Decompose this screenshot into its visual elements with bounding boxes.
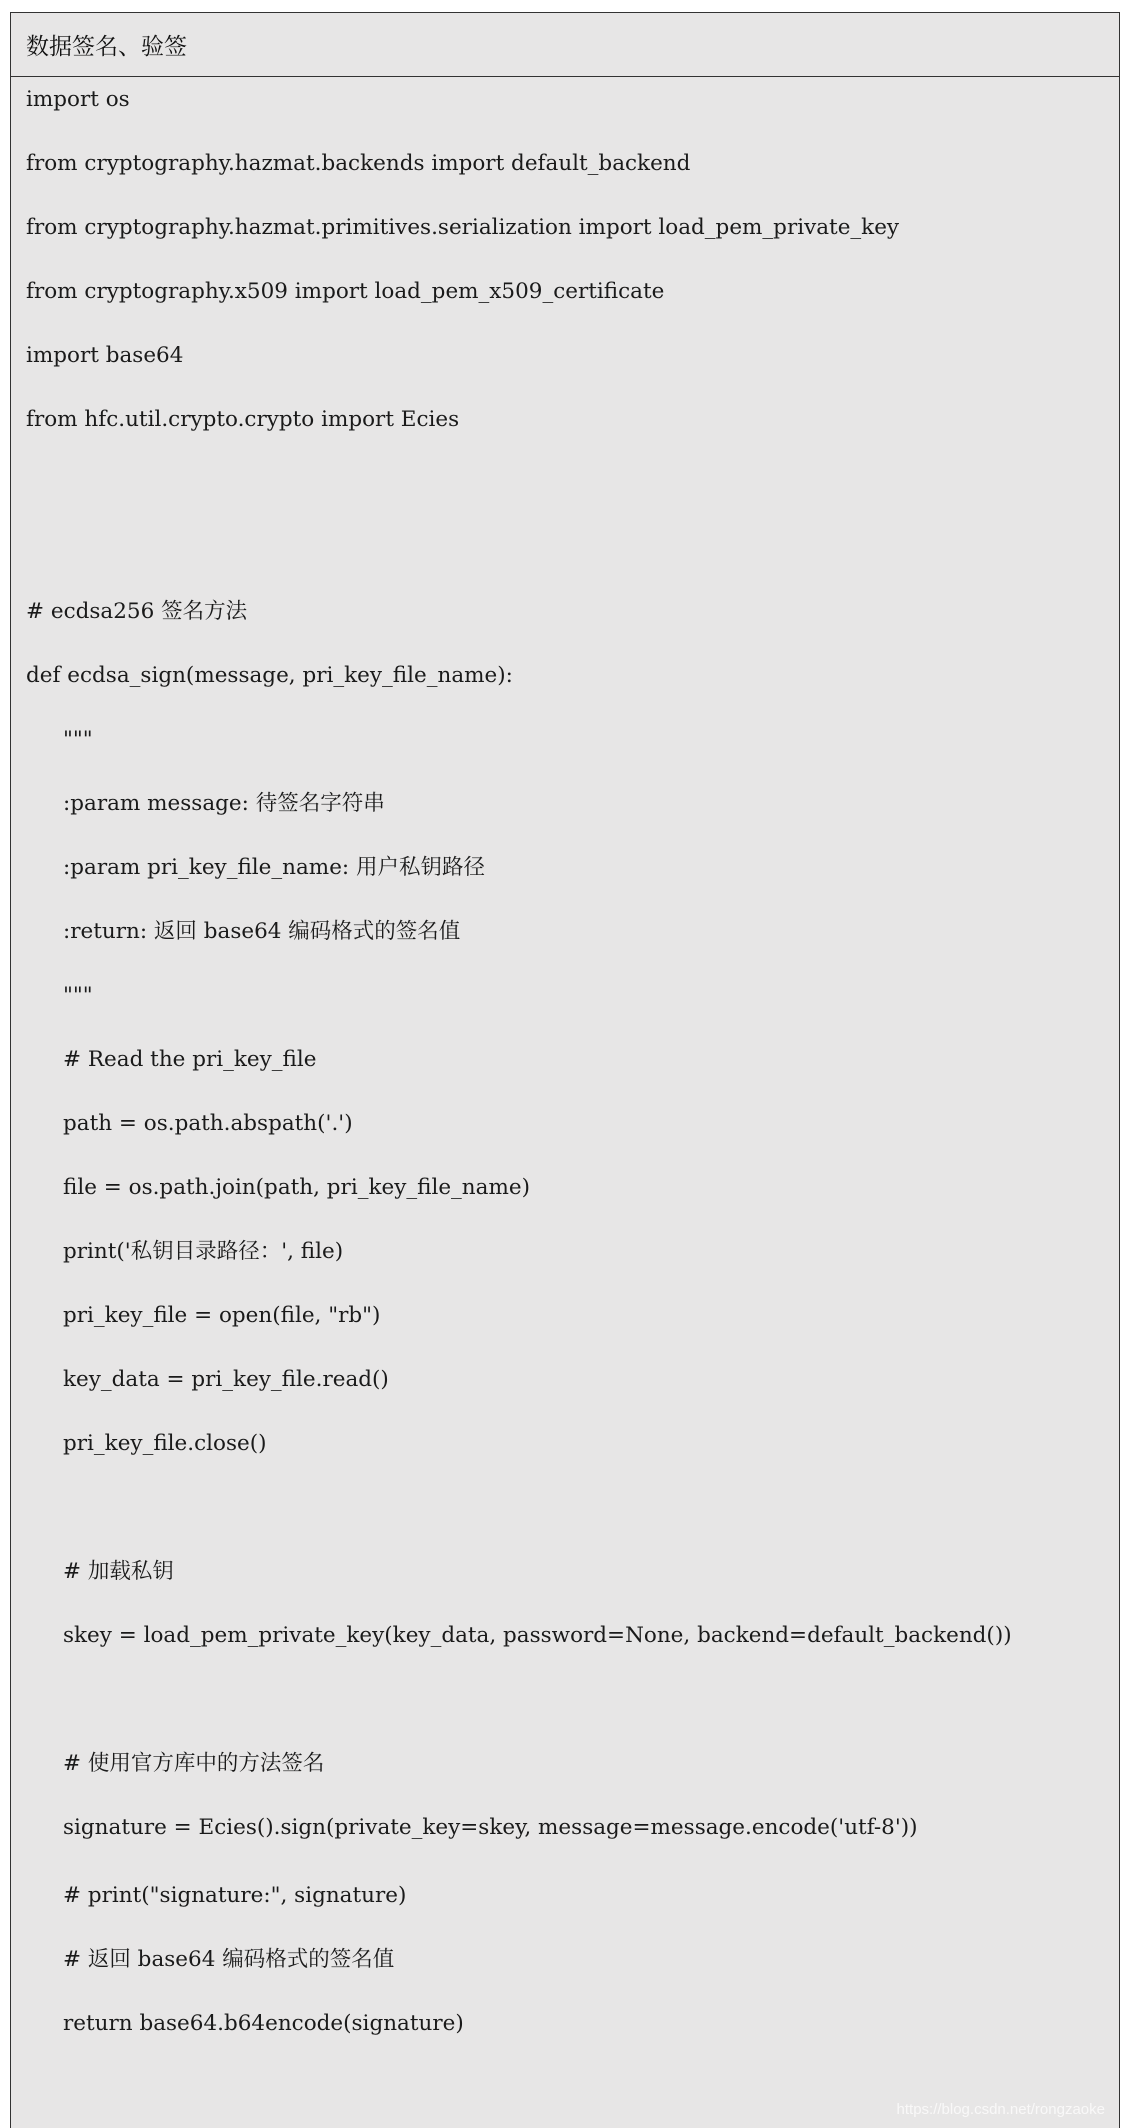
code-line: # print("signature:", signature) (63, 1883, 407, 1908)
code-line: skey = load_pem_private_key(key_data, password=None, backend=default_backend()) (63, 1623, 1012, 1648)
code-line: from cryptography.x509 import load_pem_x509_certificate (26, 279, 665, 304)
document-title: 数据签名、验签 (11, 13, 1119, 77)
code-line: path = os.path.abspath('.') (63, 1111, 353, 1136)
code-line: return base64.b64encode(signature) (63, 2011, 464, 2036)
code-line: # 返回 base64 编码格式的签名值 (63, 1947, 395, 1972)
code-line: signature = Ecies().sign(private_key=skey, message=message.encode('utf-8')) (63, 1815, 918, 1840)
code-line: # 使用官方库中的方法签名 (63, 1751, 325, 1776)
code-document-box (10, 12, 1120, 2128)
code-line: import base64 (26, 343, 184, 368)
code-line: :return: 返回 base64 编码格式的签名值 (63, 919, 461, 944)
code-line: """ (63, 727, 93, 752)
code-line: :param pri_key_file_name: 用户私钥路径 (63, 855, 486, 880)
watermark-text: https://blog.csdn.net/rongzaoke (896, 2101, 1105, 2118)
code-line: key_data = pri_key_file.read() (63, 1367, 389, 1392)
code-line: """ (63, 983, 93, 1008)
code-line: file = os.path.join(path, pri_key_file_name) (63, 1175, 530, 1200)
code-line: # ecdsa256 签名方法 (26, 599, 248, 624)
code-line: import os (26, 87, 130, 112)
code-line: pri_key_file.close() (63, 1431, 267, 1456)
code-line: # 加载私钥 (63, 1559, 174, 1584)
code-line: from hfc.util.crypto.crypto import Ecies (26, 407, 460, 432)
code-line: # Read the pri_key_file (63, 1047, 317, 1072)
code-line: print('私钥目录路径：', file) (63, 1239, 344, 1264)
code-line: def ecdsa_sign(message, pri_key_file_name): (26, 663, 513, 688)
code-line: from cryptography.hazmat.primitives.serialization import load_pem_private_key (26, 215, 900, 240)
code-line: pri_key_file = open(file, "rb") (63, 1303, 381, 1328)
code-line: from cryptography.hazmat.backends import default_backend (26, 151, 691, 176)
code-line: :param message: 待签名字符串 (63, 791, 385, 816)
